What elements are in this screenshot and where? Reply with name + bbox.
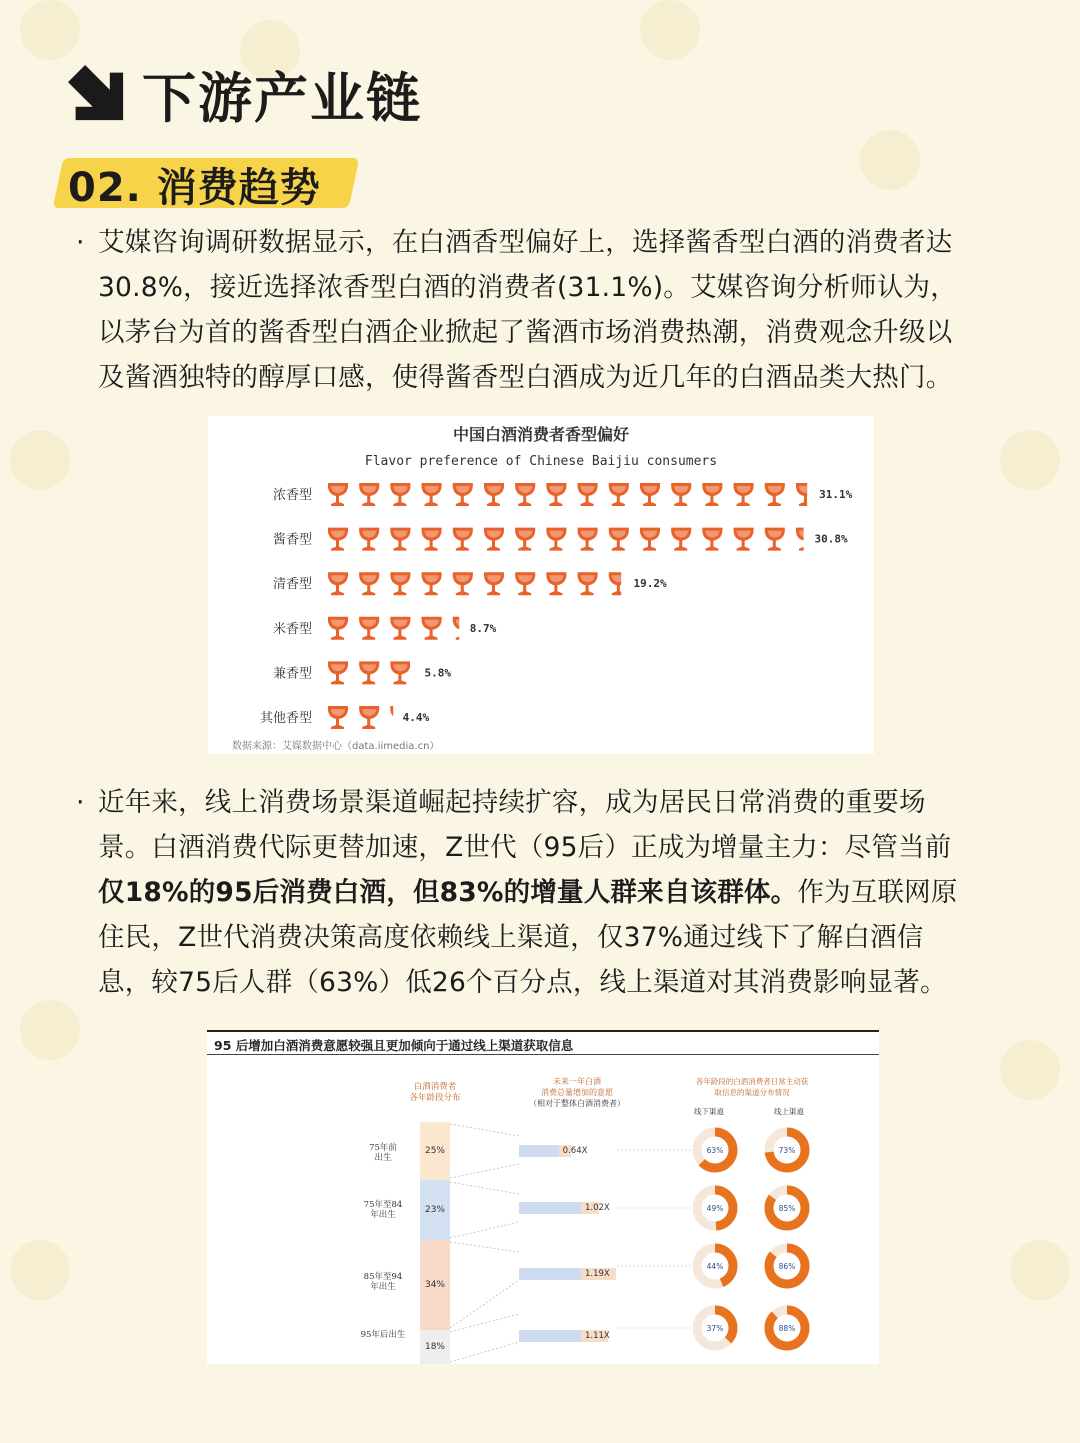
bar-base [519, 1202, 581, 1214]
wine-glass-icon [609, 528, 629, 551]
row-label-line: 85年至94 [363, 1272, 403, 1282]
category-label: 米香型 [272, 621, 312, 637]
multiplier-label: 0.64X [562, 1146, 588, 1156]
pictogram-plot [208, 416, 874, 754]
row-label-line: 75年前 [369, 1143, 397, 1153]
chart-title: 95 后增加白酒消费意愿较强且更加倾向于通过线上渠道获取信息 [214, 1038, 574, 1053]
text-span: 作为互联网原 [797, 877, 958, 908]
page-header [68, 58, 422, 130]
online-channel-label: 线上渠道 [774, 1107, 804, 1116]
watermark-seal [640, 0, 700, 60]
wine-glass-icon [765, 483, 785, 506]
connector-line [450, 1222, 519, 1238]
section-subtitle [58, 152, 321, 211]
wine-glass-icon [422, 617, 442, 640]
wine-glass-icon [515, 572, 535, 595]
wine-glass-icon [390, 572, 410, 595]
connector-line [450, 1164, 519, 1178]
offline-donut [697, 1248, 733, 1284]
watermark-seal [1000, 1040, 1060, 1100]
offline-channel-label: 线下渠道 [694, 1107, 724, 1116]
bar-base [519, 1330, 581, 1342]
value-label: 5.8% [424, 666, 451, 680]
highlight-text: 仅18%的95后消费白酒，但83%的增量人群来自该群体。 [98, 877, 798, 908]
row-label-line: 75年至84 [363, 1200, 403, 1210]
generation-channel-chart [207, 1030, 879, 1364]
online-donut [769, 1190, 805, 1226]
wine-glass-icon [328, 572, 348, 595]
chart-source: 数据来源：艾媒数据中心（data.iimedia.cn） [232, 741, 440, 752]
value-label: 19.2% [633, 577, 667, 591]
header-line: 各年龄段的白酒消费者日常主动获 [695, 1077, 809, 1086]
flavor-preference-chart [208, 416, 874, 754]
donut-label: 86% [778, 1262, 796, 1271]
bullet: · [76, 787, 85, 818]
text-line: 以茅台为首的酱香型白酒企业掀起了酱酒市场消费热潮，消费观念升级以 [98, 317, 953, 348]
wine-glass-icon [390, 661, 410, 684]
paragraph-online-channels [76, 780, 1023, 1005]
watermark-seal [10, 1240, 70, 1300]
offline-donut [697, 1190, 733, 1226]
wine-glass-icon [390, 617, 410, 640]
watermark-seal [20, 1000, 80, 1060]
wine-glass-icon [328, 528, 348, 551]
row-label-line: 95年后出生 [360, 1330, 406, 1340]
watermark-seal [860, 130, 920, 190]
wine-glass-icon [578, 483, 598, 506]
wine-glass-icon [546, 572, 566, 595]
wine-glass-icon [390, 483, 410, 506]
text-line: 及酱酒独特的醇厚口感，使得酱香型白酒成为近几年的白酒品类大热门。 [98, 362, 953, 393]
connector-line [450, 1182, 519, 1194]
wine-glass-icon [422, 483, 442, 506]
wine-glass-icon [515, 483, 535, 506]
wine-glass-icon [359, 483, 379, 506]
donut-label: 44% [706, 1262, 724, 1271]
row-label-line: 年出生 [370, 1282, 396, 1292]
wine-glass-icon [484, 483, 504, 506]
header-line: 消费总量增加的意愿 [541, 1088, 613, 1097]
donut-label: 73% [778, 1146, 796, 1155]
watermark-seal [1010, 1240, 1070, 1300]
connector-line [450, 1124, 519, 1136]
wine-glass-icon [796, 483, 816, 506]
wine-glass-icon [328, 617, 348, 640]
text-line: 息，较75后人群（63%）低26个百分点，线上渠道对其消费影响显著。 [98, 967, 947, 998]
header-line: 未来一年白酒 [553, 1077, 601, 1086]
wine-glass-icon [484, 528, 504, 551]
bullet: · [76, 227, 85, 258]
wine-glass-icon [359, 661, 379, 684]
donut-label: 63% [706, 1146, 724, 1155]
wine-glass-icon [390, 528, 410, 551]
multiplier-label: 1.19X [585, 1269, 610, 1279]
wine-glass-icon [422, 572, 442, 595]
wine-glass-icon [515, 528, 535, 551]
row-label-line: 出生 [374, 1153, 392, 1163]
wine-glass-icon [734, 483, 754, 506]
wine-glass-icon [671, 528, 691, 551]
wine-glass-icon [796, 528, 816, 551]
wine-glass-icon [328, 661, 348, 684]
wine-glass-icon [765, 528, 785, 551]
arrow-down-right-icon [68, 65, 126, 123]
wine-glass-icon [453, 572, 473, 595]
watermark-seal [1000, 430, 1060, 490]
category-label: 酱香型 [272, 532, 312, 548]
category-label: 清香型 [272, 577, 312, 593]
text-line [98, 870, 1023, 915]
wine-glass-icon [359, 572, 379, 595]
text-line: 30.8%，接近选择浓香型白酒的消费者(31.1%)。艾媒咨询分析师认为， [98, 272, 957, 303]
wine-glass-icon [640, 528, 660, 551]
text-line: 艾媒咨询调研数据显示，在白酒香型偏好上，选择酱香型白酒的消费者达 [98, 227, 953, 258]
value-label: 4.4% [402, 711, 430, 724]
donut-label: 85% [778, 1204, 796, 1213]
connector-line [450, 1314, 519, 1332]
header-line: （相对于整体白酒消费者） [529, 1099, 625, 1108]
share-cell: 18% [420, 1330, 450, 1364]
wine-glass-icon [453, 528, 473, 551]
value-label: 30.8% [814, 532, 848, 546]
wine-glass-icon [640, 483, 660, 506]
wine-glass-icon [546, 483, 566, 506]
header-line: 白酒消费者 [413, 1082, 457, 1092]
offline-donut [697, 1132, 733, 1168]
text-line: 景。白酒消费代际更替加速，Z世代（95后）正成为增量主力：尽管当前 [98, 832, 952, 863]
wine-glass-icon [328, 706, 348, 729]
header-line: 各年龄段分布 [409, 1093, 461, 1103]
connector-line [450, 1242, 519, 1252]
wine-glass-icon [609, 572, 629, 595]
donut-label: 88% [778, 1324, 796, 1333]
header-line: 取信息的渠道分布情况 [714, 1088, 790, 1097]
connector-line [450, 1342, 519, 1362]
wine-glass-icon [359, 528, 379, 551]
page-title: 下游产业链 [142, 66, 422, 130]
wine-glass-icon [546, 528, 566, 551]
value-label: 8.7% [469, 621, 497, 635]
paragraph-flavor-preference [76, 220, 1023, 400]
wine-glass-icon [422, 528, 442, 551]
wine-glass-icon [671, 483, 691, 506]
text-line: 住民，Z世代消费决策高度依赖线上渠道，仅37%通过线下了解白酒信 [98, 922, 924, 953]
wine-glass-icon [359, 706, 379, 729]
category-label: 兼香型 [272, 666, 312, 682]
donut-label: 49% [706, 1204, 724, 1213]
value-label: 31.1% [819, 488, 853, 501]
connector-line [450, 1280, 519, 1328]
bar-base [519, 1145, 559, 1157]
chart-title: 中国白酒消费者香型偏好 [452, 425, 629, 444]
wine-glass-icon [359, 617, 379, 640]
share-cell: 25% [420, 1122, 450, 1180]
wine-glass-icon [578, 572, 598, 595]
watermark-seal [10, 430, 70, 490]
online-donut [769, 1132, 805, 1168]
share-cell: 34% [420, 1240, 450, 1330]
share-cell: 23% [420, 1180, 450, 1240]
text-line: 近年来，线上消费场景渠道崛起持续扩容，成为居民日常消费的重要场 [98, 787, 926, 818]
wine-glass-icon [702, 528, 722, 551]
watermark-seal [20, 0, 80, 60]
online-donut [769, 1248, 805, 1284]
category-label: 浓香型 [272, 488, 312, 503]
online-donut [769, 1310, 805, 1346]
wine-glass-icon [702, 483, 722, 506]
wine-glass-icon [453, 483, 473, 506]
donut-label: 37% [706, 1324, 724, 1333]
wine-glass-icon [484, 572, 504, 595]
wine-glass-icon [578, 528, 598, 551]
channel-plot [207, 1030, 879, 1364]
bar-base [519, 1268, 581, 1280]
row-label-line: 年出生 [370, 1210, 396, 1220]
wine-glass-icon [609, 483, 629, 506]
chart-subtitle: Flavor preference of Chinese Baijiu consumers [364, 454, 718, 469]
wine-glass-icon [328, 483, 348, 506]
wine-glass-icon [734, 528, 754, 551]
offline-donut [697, 1310, 733, 1346]
subtitle-text: 02. 消费趋势 [68, 165, 321, 211]
category-label: 其他香型 [259, 711, 312, 726]
multiplier-label: 1.02X [585, 1203, 610, 1213]
multiplier-label: 1.11X [585, 1331, 610, 1341]
